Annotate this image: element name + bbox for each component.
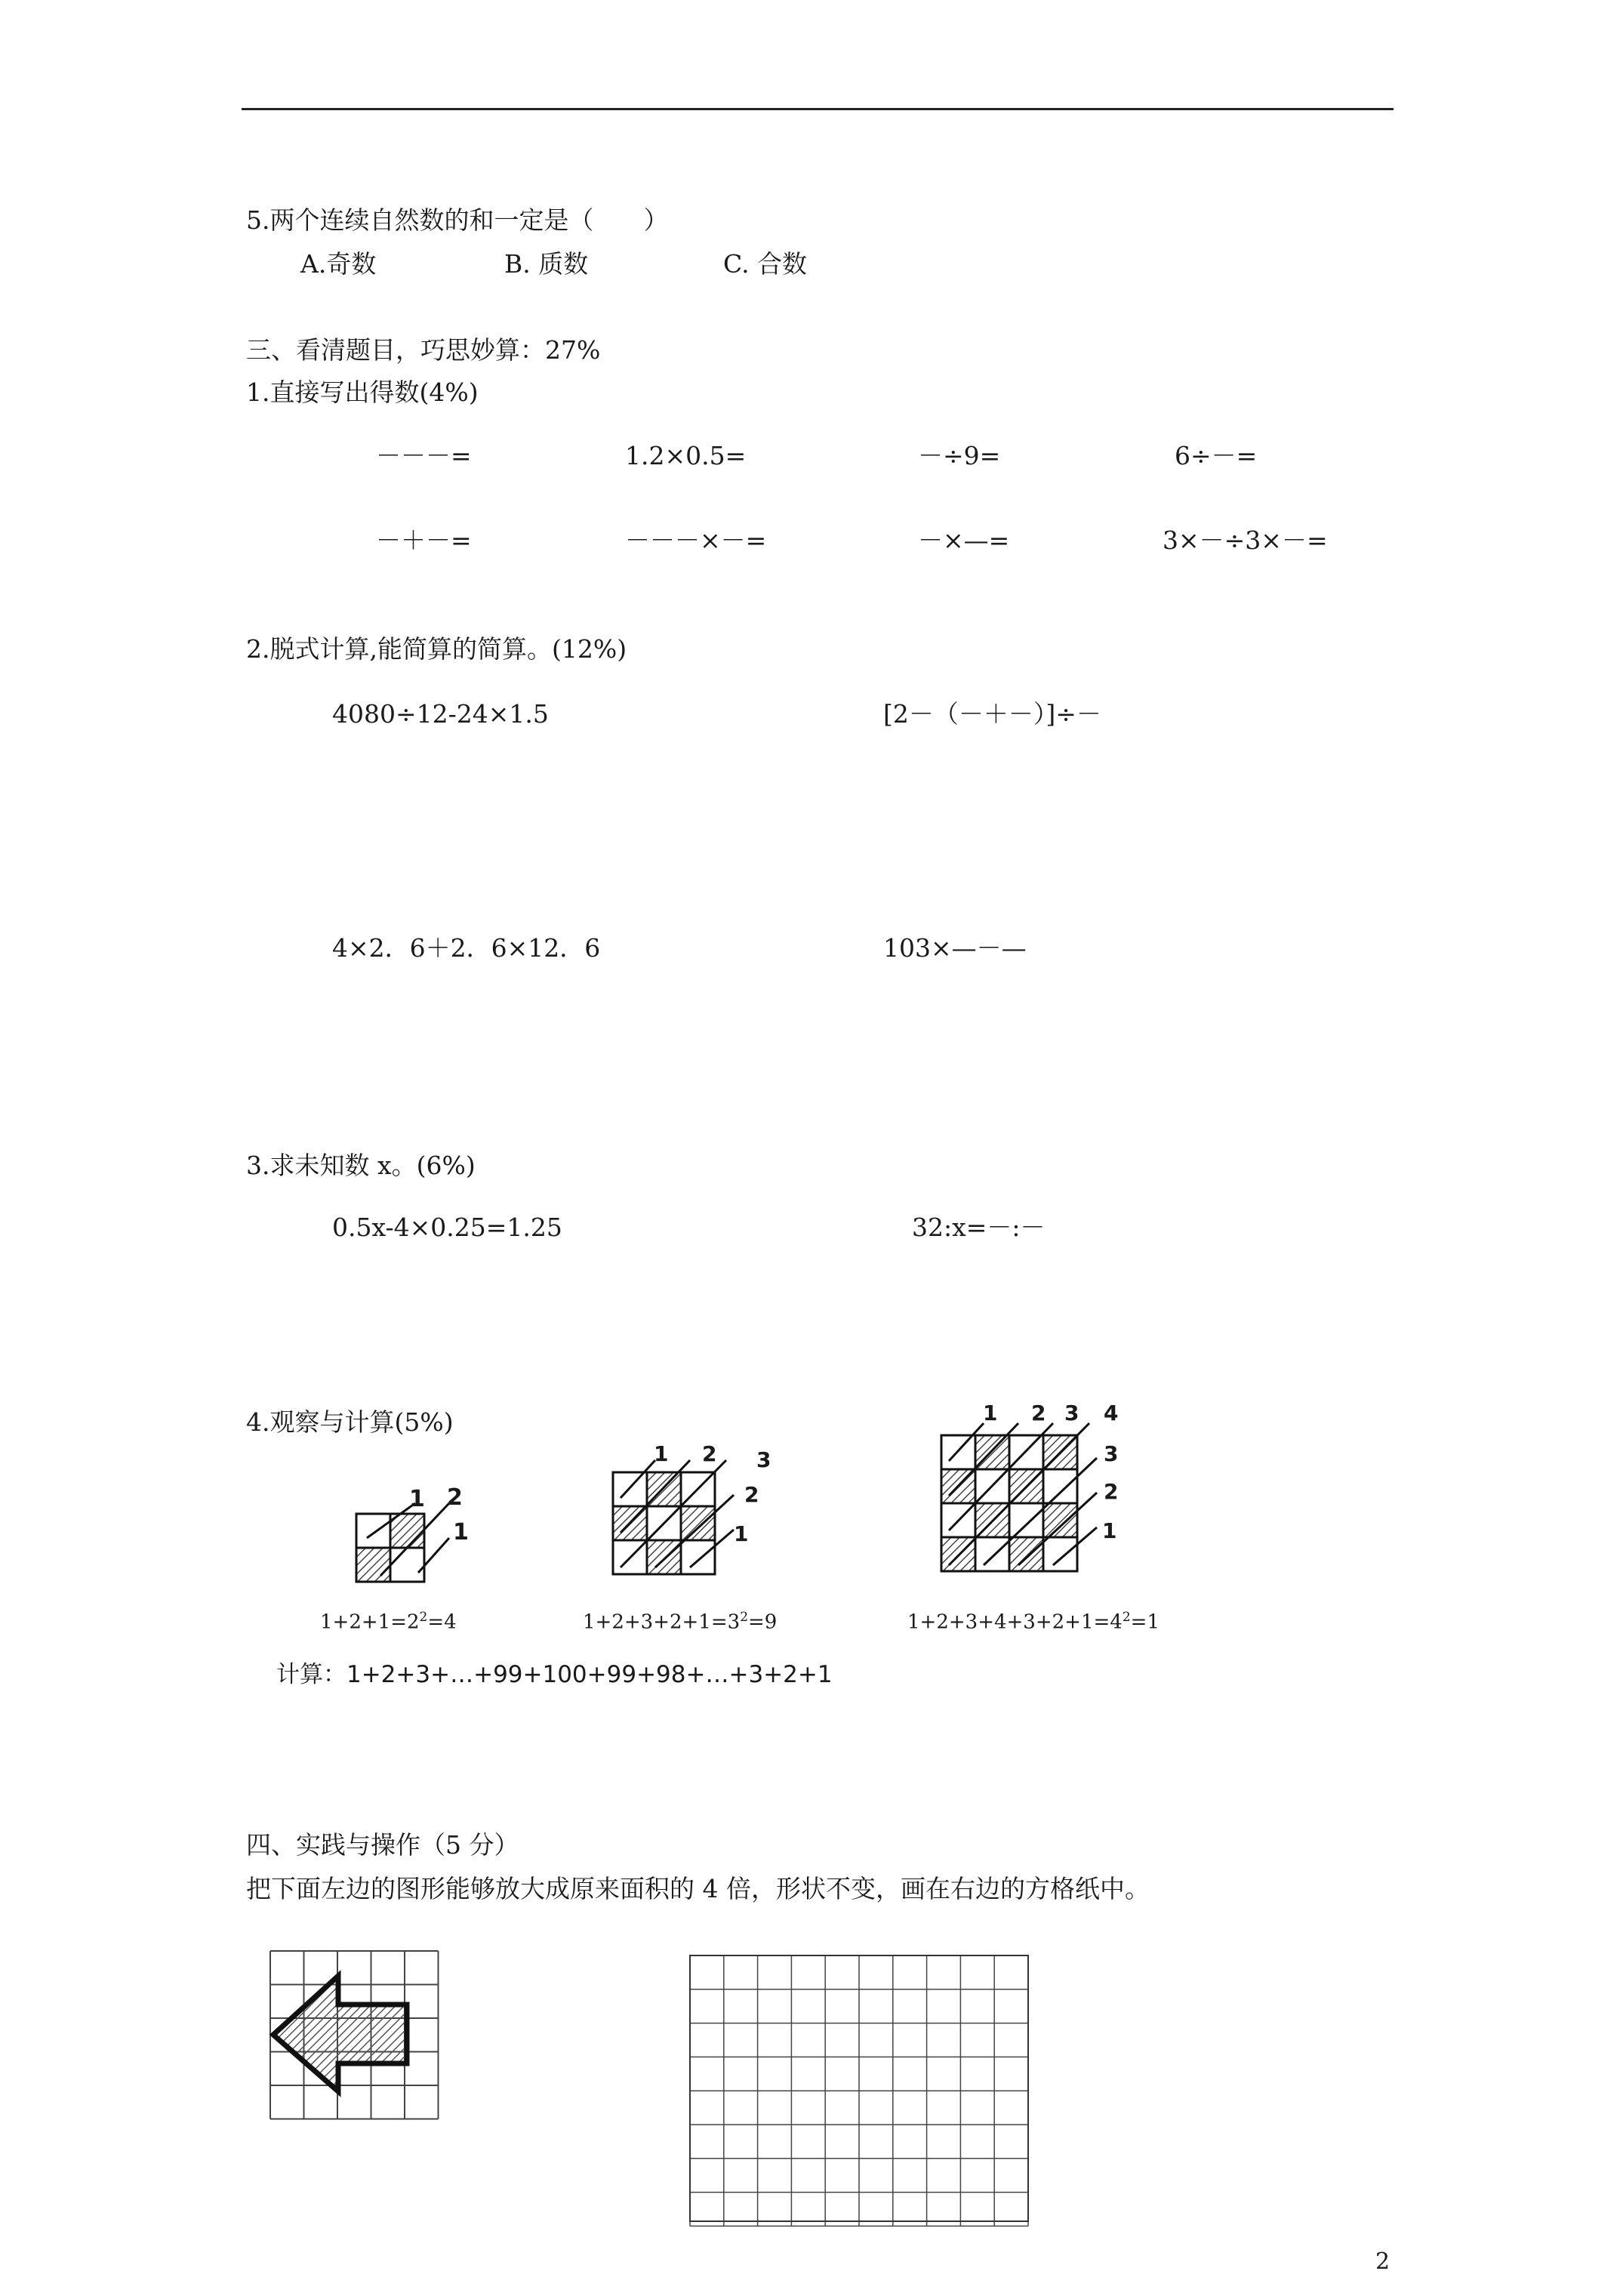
section4-title: 四、实践与操作（5 分） <box>246 1830 519 1860</box>
q5-option-b: B. 质数 <box>504 249 589 279</box>
equation: 0.5x-4×0.25=1.25 <box>332 1213 562 1242</box>
calc-item: －－－×－= <box>625 525 767 555</box>
p4-title: 4.观察与计算(5%) <box>246 1407 454 1437</box>
diagonal-label: 1 <box>654 1441 669 1466</box>
calc-expression: 103×—－— <box>883 933 1027 963</box>
equation: 32:x=－:－ <box>912 1213 1046 1242</box>
diagonal-label: 1 <box>1102 1518 1117 1543</box>
pattern-caption: $1+2+3+2+1=3^2=9$ <box>583 1610 778 1634</box>
section4-description: 把下面左边的图形能够放大成原来面积的 4 倍，形状不变，画在右边的方格纸中。 <box>246 1874 1150 1903</box>
diagonal-label: 2 <box>744 1482 759 1507</box>
calc-expression: [2－（－＋－）]÷－ <box>883 699 1101 729</box>
calc-item: 3×－÷3×－= <box>1163 525 1328 555</box>
q5-question: 5.两个连续自然数的和一定是（ ） <box>246 205 669 235</box>
diagonal-label: 1 <box>409 1486 425 1512</box>
calc-item: 6÷－= <box>1175 441 1258 470</box>
diagonal-label: 4 <box>1104 1401 1119 1425</box>
p1-title: 1.直接写出得数(4%) <box>246 378 479 407</box>
page-number: 2 <box>1375 2248 1390 2275</box>
calc-item: －×—= <box>918 525 1010 555</box>
calc-expression: 4×2．6＋2．6×12．6 <box>332 933 601 963</box>
p2-title: 2.脱式计算,能简算的简算。(12%) <box>246 634 627 664</box>
calc-item: －＋－= <box>376 525 472 555</box>
diagonal-label: 1 <box>983 1401 998 1425</box>
calc-item: －÷9= <box>918 441 1001 470</box>
diagonal-label: 3 <box>1104 1441 1119 1466</box>
p3-title: 3.求未知数 x。(6%) <box>246 1151 476 1180</box>
diagonal-label: 1 <box>453 1519 469 1546</box>
sum-calculation: 计算：1+2+3+…+99+100+99+98+…+3+2+1 <box>276 1661 833 1688</box>
arrow-figure-grid <box>270 1951 439 2120</box>
calc-item: 1.2×0.5= <box>625 441 747 470</box>
q5-option-a: A.奇数 <box>300 249 377 279</box>
calc-expression: 4080÷12-24×1.5 <box>332 699 549 729</box>
pattern-caption: $1+2+3+4+3+2+1=4^2=1$ <box>907 1610 1160 1634</box>
calc-item: －－－= <box>376 441 472 470</box>
pattern-figure-4x4 <box>929 1397 1170 1593</box>
diagonal-label: 2 <box>1104 1479 1119 1504</box>
diagonal-label: 3 <box>1064 1401 1079 1425</box>
drawing-grid <box>690 1955 1028 2221</box>
q5-option-c: C. 合数 <box>723 249 808 279</box>
pattern-caption: $1+2+1=2^2=4$ <box>320 1610 457 1634</box>
section3-title: 三、看清题目，巧思妙算：27% <box>246 335 601 365</box>
diagonal-label: 2 <box>1031 1401 1046 1425</box>
diagonal-label: 3 <box>756 1447 771 1472</box>
diagonal-label: 2 <box>702 1441 717 1466</box>
diagonal-label: 1 <box>734 1521 749 1546</box>
diagonal-label: 2 <box>447 1484 463 1511</box>
header-rule <box>242 108 1394 110</box>
